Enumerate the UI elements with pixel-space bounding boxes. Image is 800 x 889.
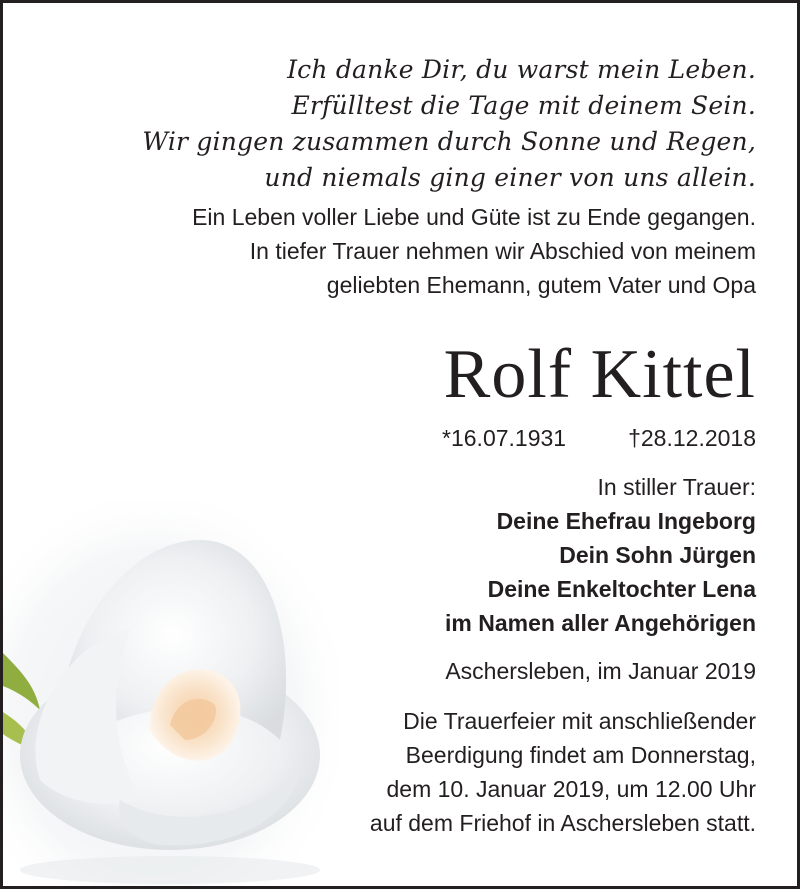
white-rose-image (0, 500, 340, 886)
mourner-name: Dein Sohn Jürgen (559, 542, 756, 568)
poem (142, 52, 756, 196)
mourner-name: Deine Ehefrau Ingeborg (496, 508, 756, 534)
deceased-name: Rolf Kittel (443, 336, 756, 413)
funeral-line: Die Trauerfeier mit anschließender (403, 708, 756, 734)
mourner-name: Deine Enkeltochter Lena (487, 576, 756, 602)
funeral-line: dem 10. Januar 2019, um 12.00 Uhr (386, 776, 756, 802)
intro-text (192, 200, 756, 302)
intro-line: In tiefer Trauer nehmen wir Abschied von meinem (249, 238, 756, 264)
mourner-name: im Namen aller Angehörigen (445, 610, 756, 636)
place-date: Aschersleben, im Januar 2019 (445, 658, 756, 684)
mourners-heading: In stiller Trauer: (597, 474, 756, 500)
life-dates (442, 422, 756, 454)
poem-line: und niemals ging einer von uns allein. (264, 163, 756, 192)
death-date: †28.12.2018 (628, 425, 756, 451)
poem-line: Ich danke Dir, du warst mein Leben. (287, 55, 756, 84)
intro-line: geliebten Ehemann, gutem Vater und Opa (326, 272, 756, 298)
birth-date: *16.07.1931 (442, 425, 567, 451)
poem-line: Erfülltest die Tage mit deinem Sein. (291, 91, 756, 120)
funeral-line: auf dem Friehof in Aschersleben statt. (369, 810, 756, 836)
intro-line: Ein Leben voller Liebe und Güte ist zu Ende gegangen. (192, 204, 756, 230)
poem-line: Wir gingen zusammen durch Sonne und Regen, (142, 127, 756, 156)
mourners-block (445, 470, 756, 640)
funeral-info (370, 704, 756, 840)
funeral-line: Beerdigung findet am Donnerstag, (405, 742, 756, 768)
